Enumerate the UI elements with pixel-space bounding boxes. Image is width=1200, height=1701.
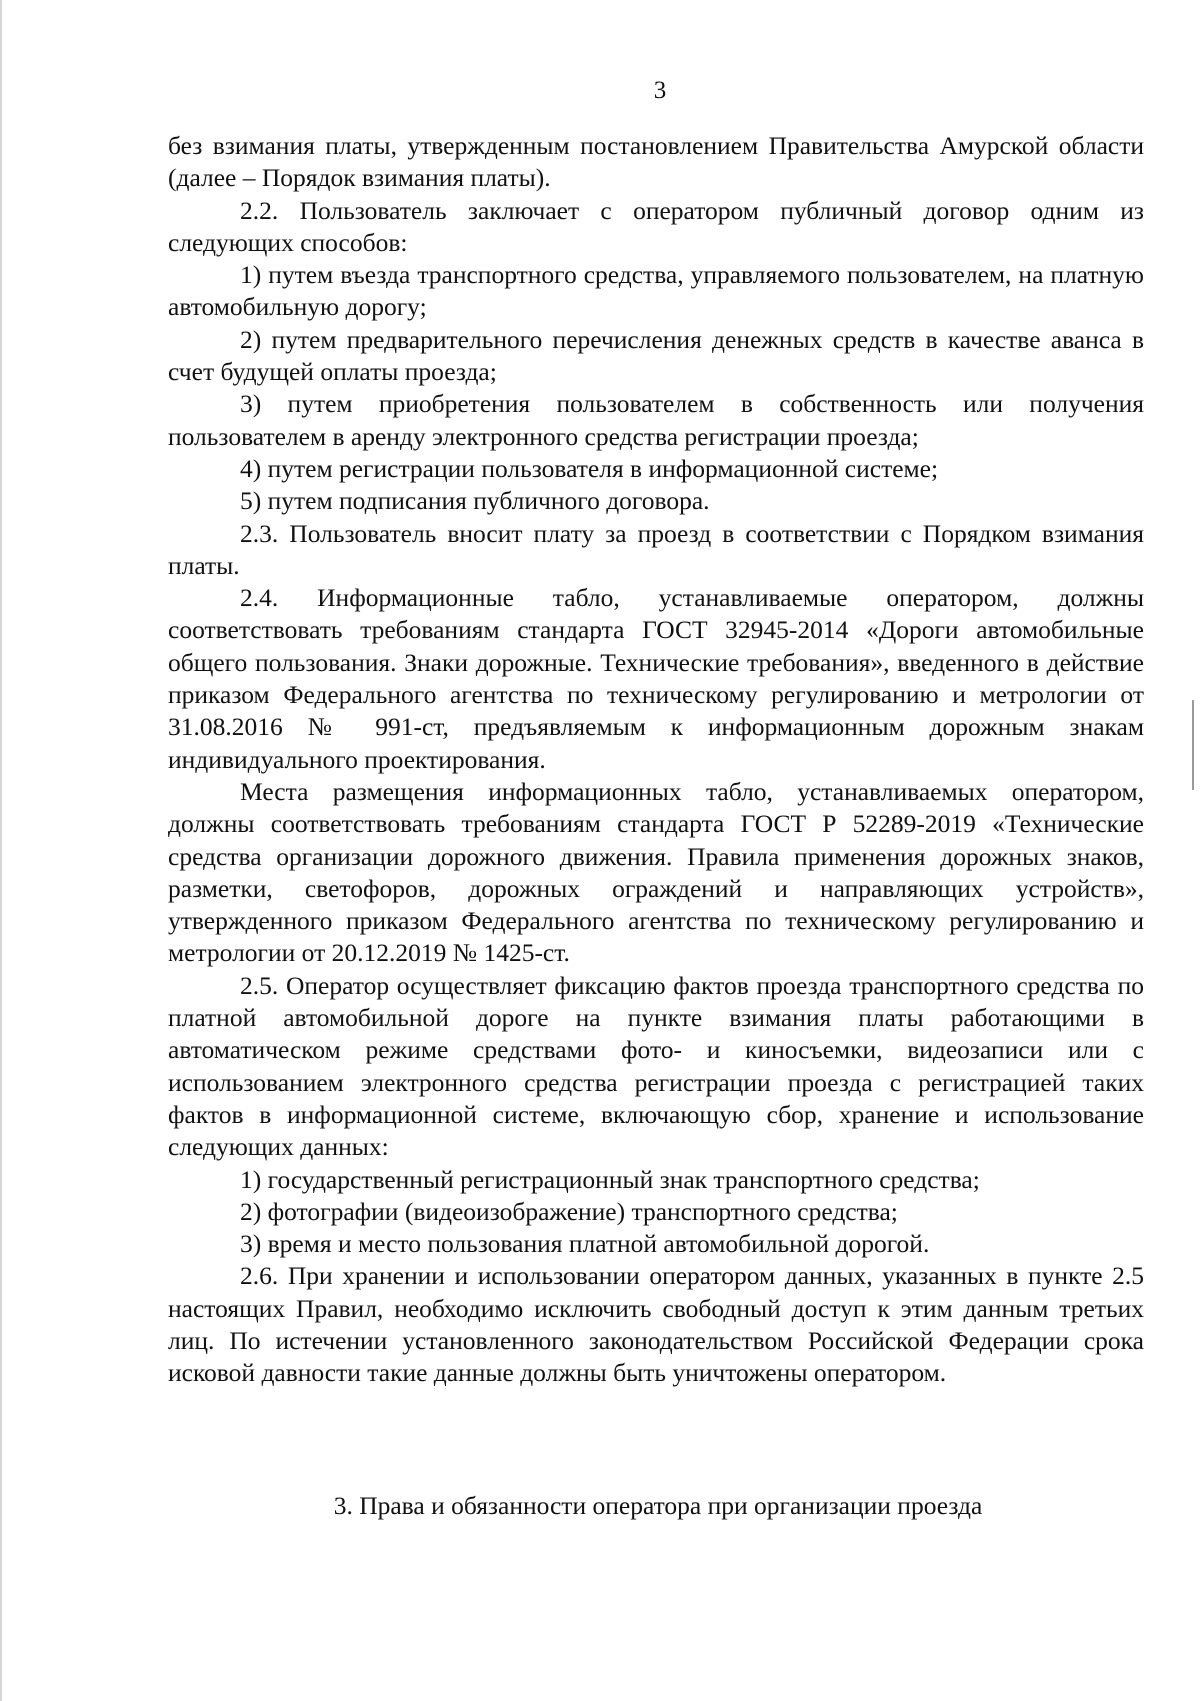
list-item-2-2-5: 5) путем подписания публичного договора. — [240, 486, 710, 516]
page-number: 3 — [653, 77, 667, 104]
list-item-2-2-1: 1) путем въезда транспортного средства, управляемого пользователем, на платную автомобильную дорогу; — [168, 260, 1144, 322]
list-item-2-5-2: 2) фотографии (видеоизображение) транспортного средства; — [240, 1196, 898, 1226]
scan-edge-right — [1192, 700, 1194, 790]
list-item-2-5-3: 3) время и место пользования платной автомобильной дорогой. — [240, 1229, 930, 1259]
paragraph-2-6: 2.6. При хранении и использовании оператором данных, указанных в пункте 2.5 настоящих Правил, необходимо исключить свободный доступ к этим данным третьих лиц. По истечении установленного законодательством Российской Федерации срока исковой давности такие данные должны быть уничтожены оператором. — [168, 1261, 1144, 1388]
scan-edge-left — [0, 0, 2, 1701]
paragraph-continuation: без взимания платы, утвержденным постановлением Правительства Амурской области (далее – Порядок взимания платы). — [168, 131, 1144, 193]
paragraph-2-3: 2.3. Пользователь вносит плату за проезд в соответствии с Порядком взимания платы. — [168, 518, 1144, 580]
paragraph-2-2: 2.2. Пользователь заключает с оператором публичный договор одним из следующих способов: — [168, 195, 1144, 257]
section-heading: 3. Права и обязанности оператора при организации проезда — [333, 1491, 983, 1520]
list-item-2-2-3: 3) путем приобретения пользователем в собственность или получения пользователем в аренду электронного средства регистрации проезда; — [168, 389, 1144, 451]
list-item-2-5-1: 1) государственный регистрационный знак транспортного средства; — [240, 1164, 980, 1194]
paragraph-2-4: 2.4. Информационные табло, устанавливаемые оператором, должны соответствовать требованиям стандарта ГОСТ 32945-2014 «Дороги автомобильные общего пользования. Знаки дорожные. Технические требования», введенного в действие приказом Федерального агентства по техническому регулированию и метрологии от 31.08.2016 № 991-ст, предъявляемым к информационным дорожным знакам индивидуального проектирования. — [168, 583, 1144, 774]
paragraph-2-4-placement: Места размещения информационных табло, устанавливаемых оператором, должны соответствовать требованиям стандарта ГОСТ Р 52289-2019 «Технические средства организации дорожного движения. Правила применения дорожных знаков, разметки, светофоров, дорожных ограждений и направляющих устройств», утвержденного приказом Федерального агентства по техническому регулированию и метрологии от 20.12.2019 № 1425-ст. — [168, 776, 1144, 968]
list-item-2-2-4: 4) путем регистрации пользователя в информационной системе; — [240, 453, 939, 483]
list-item-2-2-2: 2) путем предварительного перечисления денежных средств в качестве аванса в счет будущей оплаты проезда; — [168, 324, 1144, 387]
document-body — [168, 130, 1144, 1390]
paragraph-2-5: 2.5. Оператор осуществляет фиксацию фактов проезда транспортного средства по платной автомобильной дороге на пункте взимания платы работающими в автоматическом режиме средствами фото- и киносъемки, видеозаписи или с использованием электронного средства регистрации проезда с регистрацией таких фактов в информационной системе, включающую сбор, хранение и использование следующих данных: — [168, 970, 1144, 1162]
